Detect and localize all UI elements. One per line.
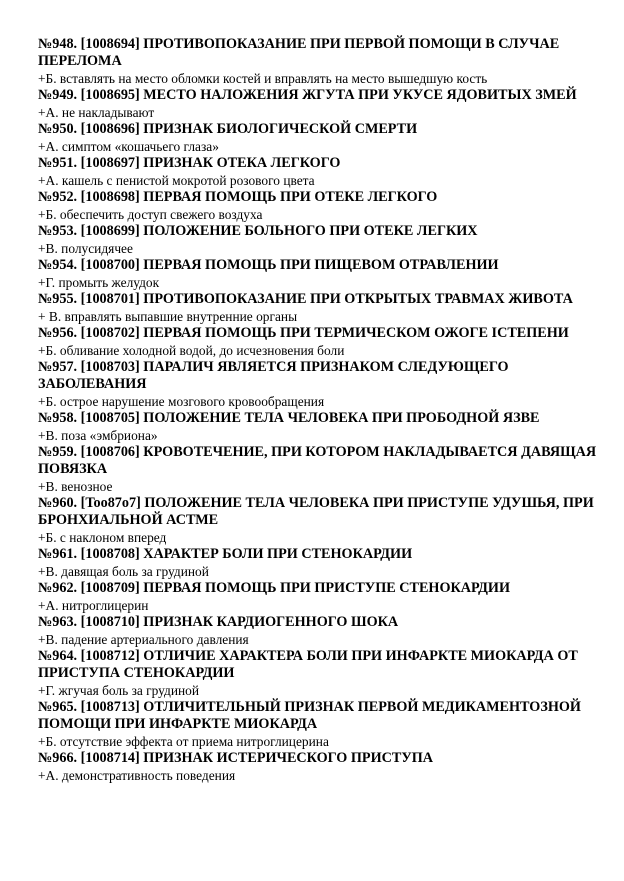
- question-text: №956. [1008702] ПЕРВАЯ ПОМОЩЬ ПРИ ТЕРМИЧЕСКОМ ОЖОГЕ ІСТЕПЕНИ: [38, 325, 569, 341]
- question-text: №951. [1008697] ПРИЗНАК ОТЕКА ЛЕГКОГО: [38, 155, 341, 171]
- answer-text: +Б. острое нарушение мозгового кровообращения: [38, 394, 325, 409]
- answer-text: +Б. обеспечить доступ свежего воздуха: [38, 207, 263, 222]
- question-text: №949. [1008695] МЕСТО НАЛОЖЕНИЯ ЖГУТА ПРИ УКУСЕ ЯДОВИТЫХ ЗМЕЙ: [38, 87, 577, 103]
- question-text: №961. [1008708] ХАРАКТЕР БОЛИ ПРИ СТЕНОКАРДИИ: [38, 546, 413, 562]
- answer-text: +А. симптом «кошачьего глаза»: [38, 139, 219, 154]
- answer-text: +Б. обливание холодной водой, до исчезновения боли: [38, 343, 345, 358]
- answer-text: +В. венозное: [38, 479, 113, 494]
- question-item: [38, 410, 598, 444]
- question-text: №959. [1008706] КРОВОТЕЧЕНИЕ, ПРИ КОТОРОМ НАКЛАДЫВАЕТСЯ ДАВЯЩАЯ ПОВЯЗКА: [38, 444, 597, 477]
- answer-text: +В. падение артериального давления: [38, 632, 249, 647]
- answer-text: +В. полусидячее: [38, 241, 133, 256]
- answer-text: +А. нитроглицерин: [38, 598, 149, 613]
- question-item: [38, 444, 598, 495]
- question-text: №952. [1008698] ПЕРВАЯ ПОМОЩЬ ПРИ ОТЕКЕ ЛЕГКОГО: [38, 189, 438, 205]
- question-item: [38, 325, 598, 359]
- answer-text: +В. давящая боль за грудиной: [38, 564, 209, 579]
- question-text: №964. [1008712] ОТЛИЧИЕ ХАРАКТЕРА БОЛИ ПРИ ИНФАРКТЕ МИОКАРДА ОТ ПРИСТУПА СТЕНОКАРДИИ: [38, 648, 578, 681]
- question-text: №958. [1008705] ПОЛОЖЕНИЕ ТЕЛА ЧЕЛОВЕКА ПРИ ПРОБОДНОЙ ЯЗВЕ: [38, 410, 540, 426]
- question-item: [38, 580, 598, 614]
- question-item: [38, 155, 598, 189]
- question-text: №950. [1008696] ПРИЗНАК БИОЛОГИЧЕСКОЙ СМЕРТИ: [38, 121, 418, 137]
- question-item: [38, 614, 598, 648]
- question-item: [38, 359, 598, 410]
- question-item: [38, 87, 598, 121]
- answer-text: +Б. с наклоном вперед: [38, 530, 167, 545]
- question-text: №965. [1008713] ОТЛИЧИТЕЛЬНЫЙ ПРИЗНАК ПЕРВОЙ МЕДИКАМЕНТОЗНОЙ ПОМОЩИ ПРИ ИНФАРКТЕ МИОКАРДА: [38, 699, 581, 732]
- answer-text: +А. кашель с пенистой мокротой розового цвета: [38, 173, 315, 188]
- answer-text: + В. вправлять выпавшие внутренние органы: [38, 309, 298, 324]
- answer-text: +А. не накладывают: [38, 105, 155, 120]
- document-page: [38, 36, 598, 784]
- question-item: [38, 189, 598, 223]
- answer-text: +Г. промыть желудок: [38, 275, 160, 290]
- question-text: №954. [1008700] ПЕРВАЯ ПОМОЩЬ ПРИ ПИЩЕВОМ ОТРАВЛЕНИИ: [38, 257, 499, 273]
- question-item: [38, 223, 598, 257]
- question-text: №948. [1008694] ПРОТИВОПОКАЗАНИЕ ПРИ ПЕРВОЙ ПОМОЩИ В СЛУЧАЕ ПЕРЕЛОМА: [38, 36, 560, 69]
- answer-text: +Б. вставлять на место обломки костей и вправлять на место вышедшую кость: [38, 71, 488, 86]
- question-item: [38, 750, 598, 784]
- question-item: [38, 291, 598, 325]
- question-item: [38, 36, 598, 87]
- question-text: №953. [1008699] ПОЛОЖЕНИЕ БОЛЬНОГО ПРИ ОТЕКЕ ЛЕГКИХ: [38, 223, 478, 239]
- question-item: [38, 699, 598, 750]
- question-text: №957. [1008703] ПАРАЛИЧ ЯВЛЯЕТСЯ ПРИЗНАКОМ СЛЕДУЮЩЕГО ЗАБОЛЕВАНИЯ: [38, 359, 509, 392]
- answer-text: +Б. отсутствие эффекта от приема нитроглицерина: [38, 734, 329, 749]
- answer-text: +Г. жгучая боль за грудиной: [38, 683, 200, 698]
- question-item: [38, 121, 598, 155]
- question-item: [38, 495, 598, 546]
- question-item: [38, 257, 598, 291]
- question-item: [38, 648, 598, 699]
- question-text: №960. [Too87o7] ПОЛОЖЕНИЕ ТЕЛА ЧЕЛОВЕКА ПРИ ПРИСТУПЕ УДУШЬЯ, ПРИ БРОНХИАЛЬНОЙ АСТМЕ: [38, 495, 594, 528]
- question-text: №962. [1008709] ПЕРВАЯ ПОМОЩЬ ПРИ ПРИСТУПЕ СТЕНОКАРДИИ: [38, 580, 511, 596]
- question-item: [38, 546, 598, 580]
- question-text: №966. [1008714] ПРИЗНАК ИСТЕРИЧЕСКОГО ПРИСТУПА: [38, 750, 434, 766]
- answer-text: +А. демонстративность поведения: [38, 768, 236, 783]
- question-text: №963. [1008710] ПРИЗНАК КАРДИОГЕННОГО ШОКА: [38, 614, 399, 630]
- question-text: №955. [1008701] ПРОТИВОПОКАЗАНИЕ ПРИ ОТКРЫТЫХ ТРАВМАХ ЖИВОТА: [38, 291, 573, 307]
- answer-text: +В. поза «эмбриона»: [38, 428, 158, 443]
